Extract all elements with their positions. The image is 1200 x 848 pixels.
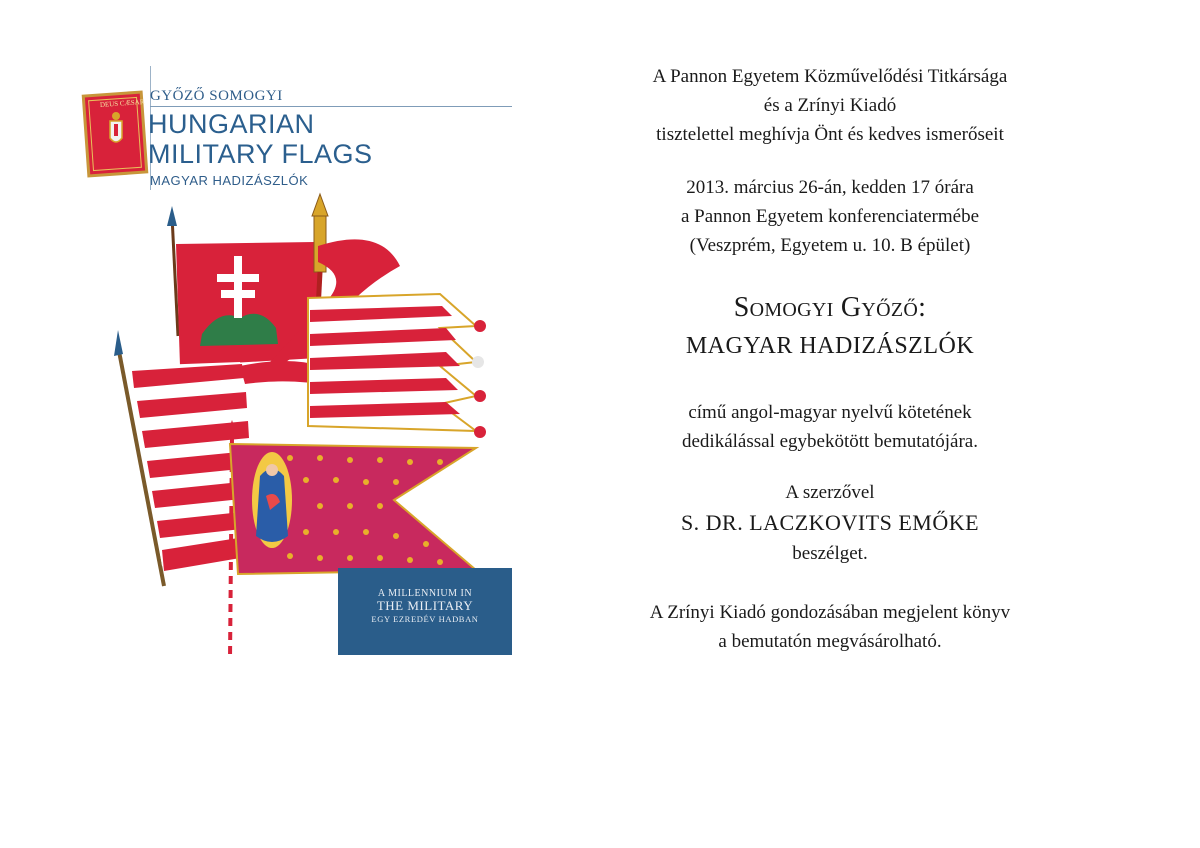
cover-title [148,109,373,169]
emblem-flag [83,92,146,176]
series-line1: A MILLENNIUM IN [377,588,473,599]
cover-author: GYŐZŐ SOMOGYI [150,88,283,104]
moderator-name: S. DR. LACZKOVITS EMŐKE [680,510,980,535]
series-line2: THE MILITARY [376,598,474,613]
cover-subtitle: MAGYAR HADIZÁSZLÓK [150,173,309,188]
description-line2: dedikálással egybekötött bemutatójára. [682,431,978,452]
series-line3: EGY EZREDÉV HADBAN [371,614,479,624]
talks-line: beszélget. [792,543,868,564]
closing-line1: A Zrínyi Kiadó gondozásában megjelent könyv [649,602,1011,623]
host-line1: A Pannon Egyetem Közművelődési Titkársága [652,66,1008,87]
cover-title-line2: MILITARY FLAGS [148,139,373,169]
with-author: A szerzővel [785,482,875,503]
author-heading: Somogyi Győző: [733,292,927,323]
address-line: (Veszprém, Egyetem u. 10. B épület) [689,235,971,256]
book-title: MAGYAR HADIZÁSZLÓK [685,333,975,359]
description-line1: című angol-magyar nyelvű kötetének [688,402,972,423]
host-line2: és a Zrínyi Kiadó [763,95,897,116]
cover-rule [150,106,512,107]
invitation-text [590,62,1070,656]
series-label [338,568,512,655]
host-line3: tisztelettel meghívja Önt és kedves ismerőseit [656,124,1004,145]
striped-flag-right [308,294,486,438]
emblem-motto: DEUS CÆSAR [99,97,145,109]
venue-line: a Pannon Egyetem konferenciatermébe [680,206,980,227]
closing-line2: a bemutatón megvásárolható. [718,631,942,652]
book-cover [80,66,514,662]
cover-title-line1: HUNGARIAN [148,109,315,139]
date-line: 2013. március 26-án, kedden 17 órára [686,177,974,198]
